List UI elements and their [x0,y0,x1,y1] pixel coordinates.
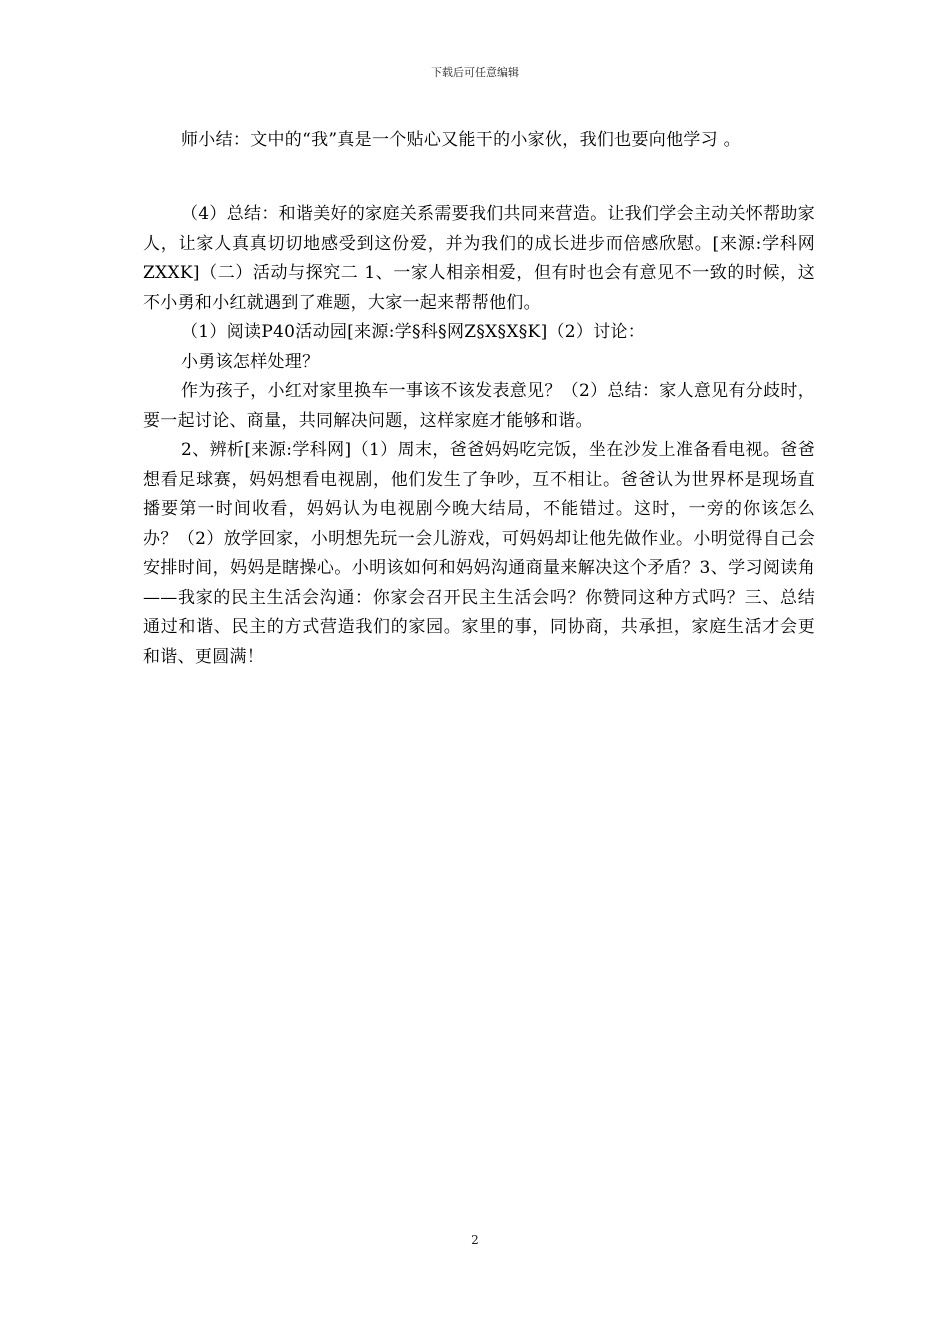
page-number: 2 [471,1233,479,1247]
discussion-paragraph: 作为孩子，小红对家里换车一事该不该发表意见？（2）总结：家人意见有分歧时，要一起讨论、商量，共同解决问题，这样家庭才能够和谐。 [143,381,815,431]
page-header: 下载后可任意编辑 [431,66,519,79]
summary-paragraph: （4）总结：和谐美好的家庭关系需要我们共同来营造。让我们学会主动关怀帮助家人，让家人真真切切地感受到这份爱，并为我们的成长进步而倍感欣慰。[来源:学科网ZXXK]（二）活动与探究二 1、一家人相亲相爱，但有时也会有意见不一致的时候，这不小勇和小红就遇到了难题，大家一起来帮帮他们。 [143,204,815,313]
main-content [143,200,815,672]
analysis-paragraph: 2、辨析[来源:学科网]（1）周末，爸爸妈妈吃完饭，坐在沙发上准备看电视。爸爸想看足球赛，妈妈想看电视剧，他们发生了争吵，互不相让。爸爸认为世界杯是现场直播要第一时间收看，妈妈认为电视剧今晚大结局，不能错过。这时，一旁的你该怎么办？（2）放学回家，小明想先玩一会儿游戏，可妈妈却让他先做作业。小明觉得自己会安排时间，妈妈是瞎操心。小明该如何和妈妈沟通商量来解决这个矛盾？3、学习阅读角——我家的民主生活会沟通：你家会召开民主生活会吗？你赞同这种方式吗？三、总结通过和谐、民主的方式营造我们的家园。家里的事，同协商，共承担，家庭生活才会更和谐、更圆满！ [143,440,815,667]
reading-activity-paragraph: （1）阅读P40活动园[来源:学§科§网Z§X§X§K]（2）讨论： [181,322,646,342]
teacher-summary-paragraph: 师小结：文中的“我”真是一个贴心又能干的小家伙，我们也要向他学习 。 [181,130,741,150]
question-paragraph: 小勇该怎样处理？ [181,351,320,372]
